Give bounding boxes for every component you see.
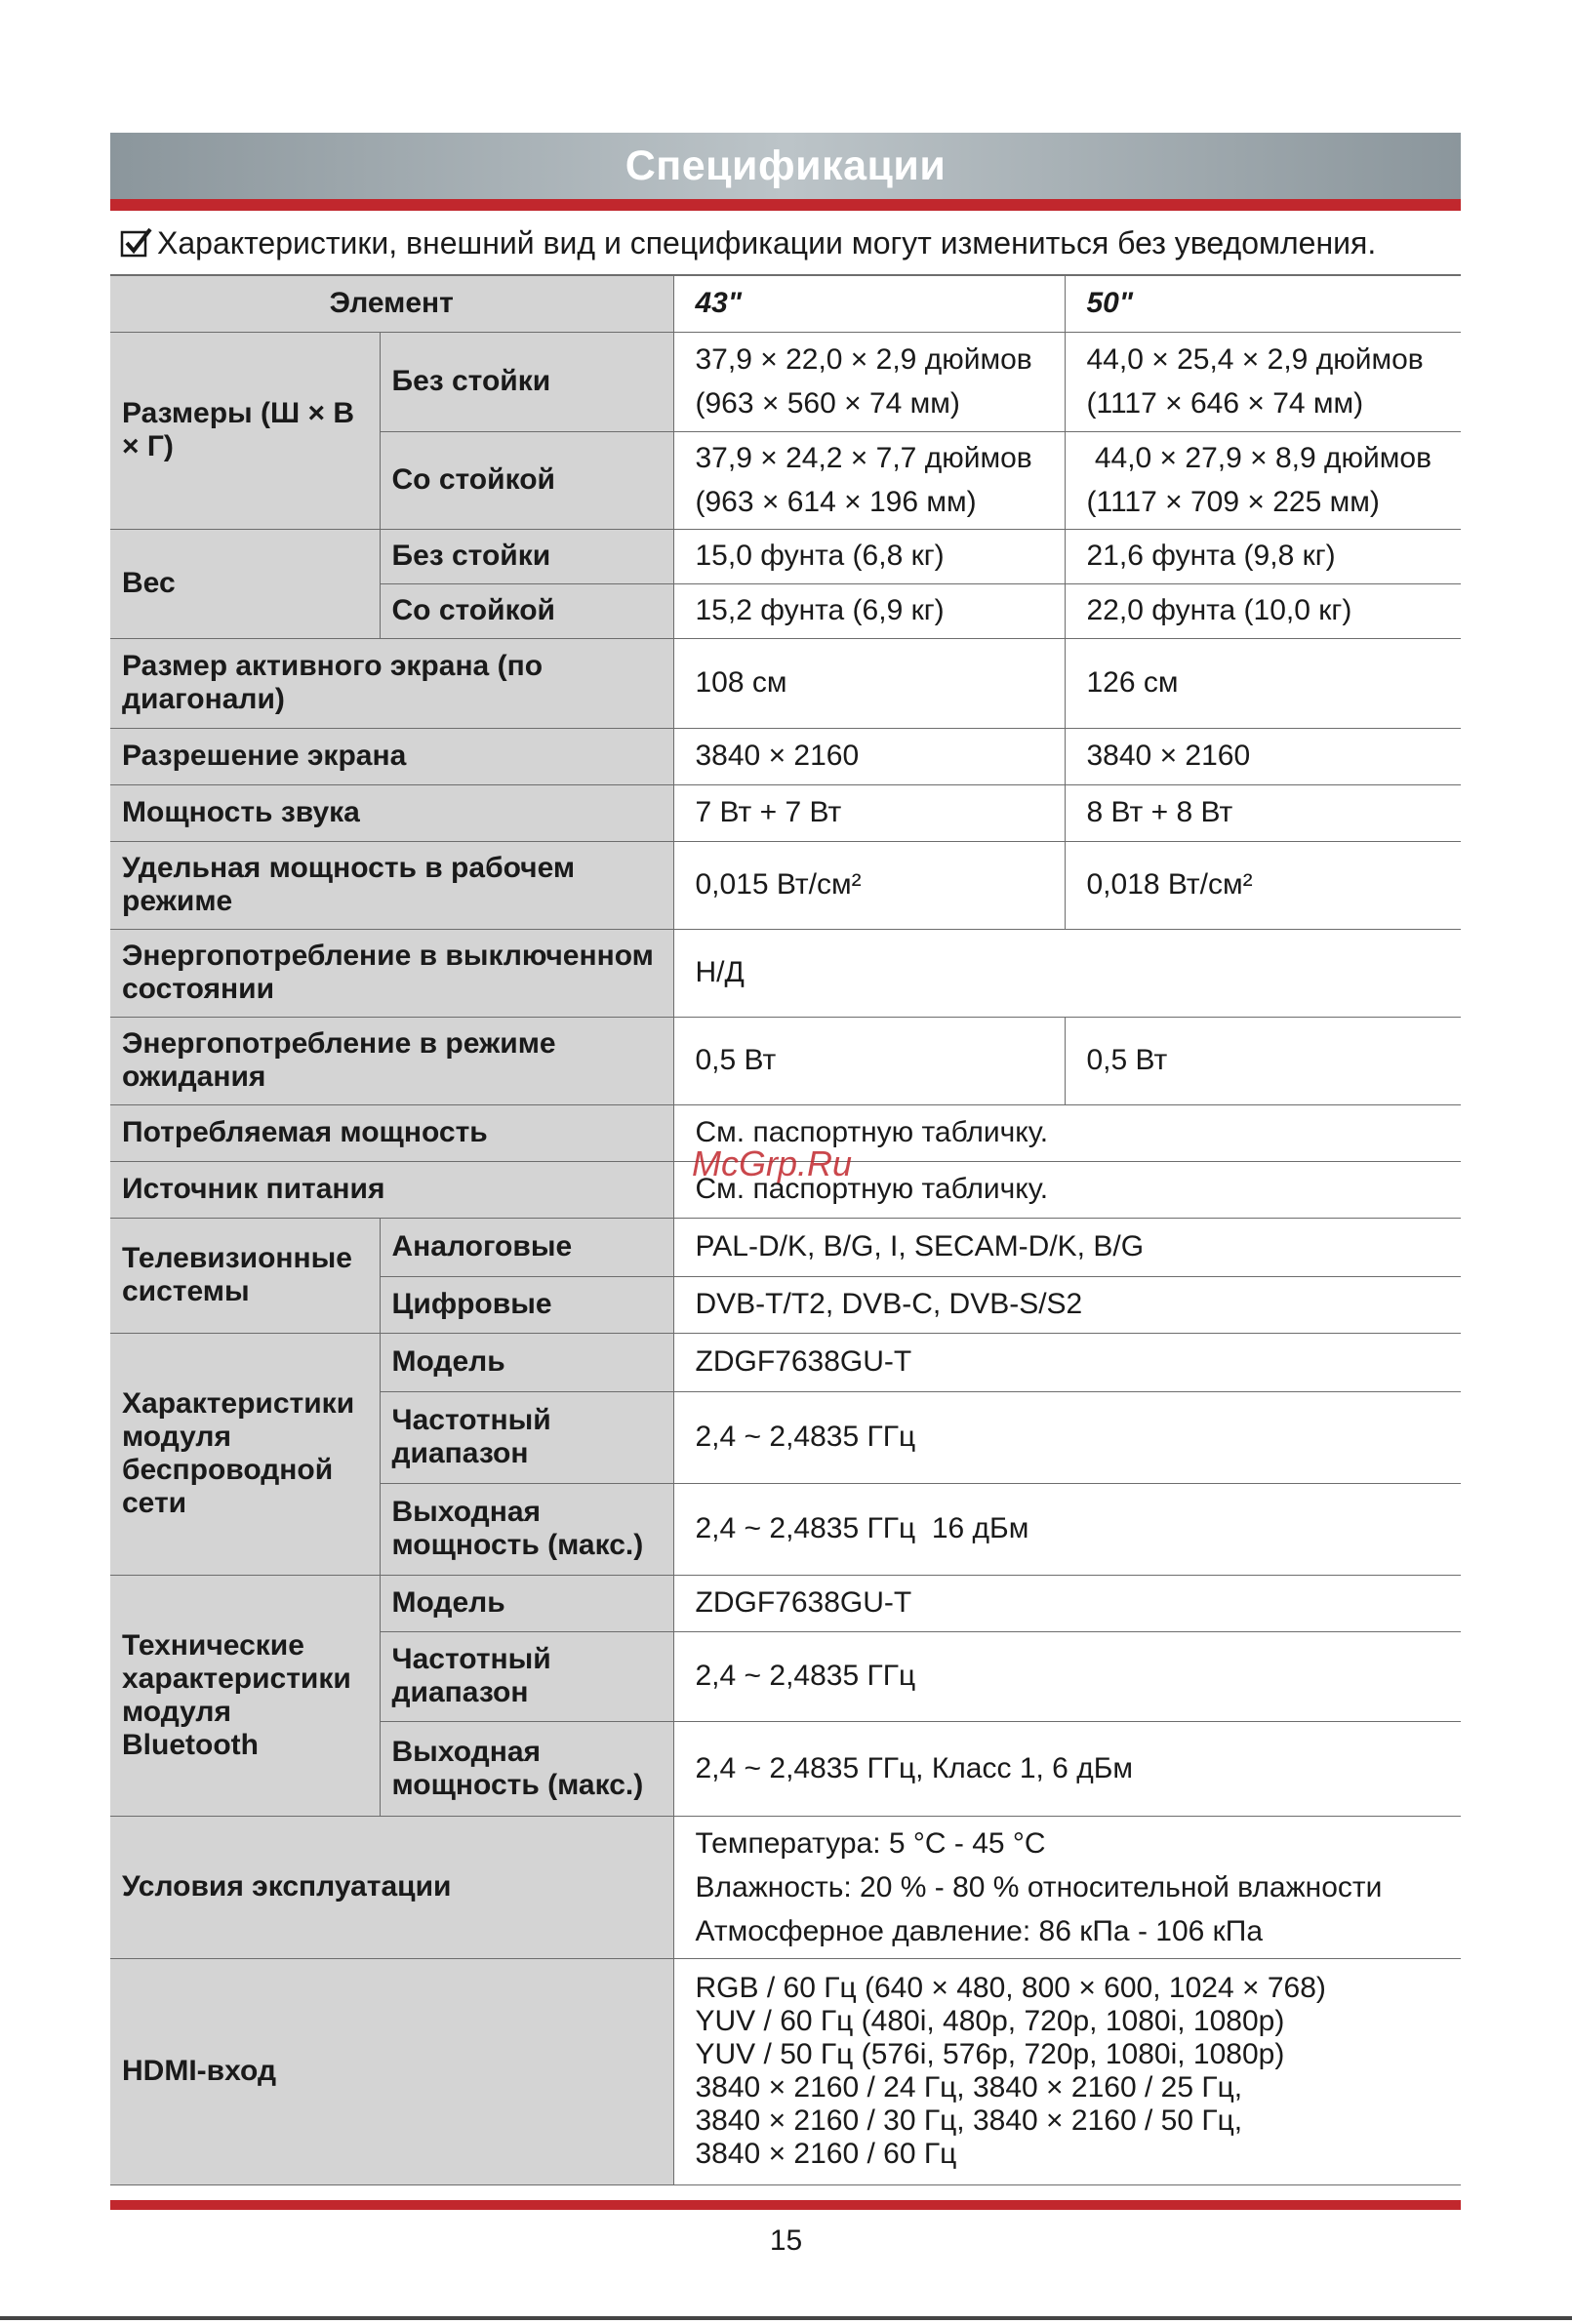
audio-power-43: 7 Вт + 7 Вт <box>673 784 1065 841</box>
bluetooth-label: Технические характеристики модуля Bluetooth <box>110 1575 380 1816</box>
table-row <box>110 728 1461 784</box>
title-underline <box>110 199 1461 211</box>
page-number: 15 <box>769 2224 803 2257</box>
dimensions-with-stand-label: Со стойкой <box>380 431 673 529</box>
wireless-model-value: ZDGF7638GU-T <box>673 1333 1461 1391</box>
checkbox-checked-icon <box>120 226 153 260</box>
table-row <box>110 1333 1461 1391</box>
wireless-model-label: Модель <box>380 1333 673 1391</box>
table-row <box>110 1958 1461 2184</box>
table-row <box>110 1218 1461 1276</box>
table-row <box>110 784 1461 841</box>
tv-analog-label: Аналоговые <box>380 1218 673 1276</box>
off-power-value: Н/Д <box>673 929 1461 1017</box>
title-banner <box>110 133 1461 199</box>
value-line: (963 × 614 × 196 мм) <box>695 486 977 518</box>
value-line: 3840 × 2160 / 60 Гц <box>695 2138 957 2170</box>
wireless-output-value: 2,4 ~ 2,4835 ГГц 16 дБм <box>673 1483 1461 1575</box>
notice-text: Характеристики, внешний вид и спецификации могут измениться без уведомления. <box>157 224 1377 260</box>
wireless-freq-label: Частотный диапазон <box>380 1391 673 1483</box>
weight-with-stand-43: 15,2 фунта (6,9 кг) <box>673 583 1065 638</box>
value-line: YUV / 50 Гц (576i, 576p, 720p, 1080i, 1080p) <box>695 2038 1285 2070</box>
off-power-label: Энергопотребление в выключенном состоянии <box>110 929 673 1017</box>
specifications-table <box>110 274 1461 2185</box>
power-source-value: См. паспортную табличку. <box>673 1161 1461 1218</box>
operating-label: Условия эксплуатации <box>110 1816 673 1958</box>
weight-with-stand-50: 22,0 фунта (10,0 кг) <box>1065 583 1461 638</box>
dimensions-no-stand-43 <box>673 332 1065 431</box>
table-row <box>110 841 1461 929</box>
notice <box>120 219 1376 267</box>
resolution-50: 3840 × 2160 <box>1065 728 1461 784</box>
value-line: (1117 × 646 × 74 мм) <box>1086 387 1364 420</box>
value-line: Температура: 5 °C - 45 °C <box>695 1826 1046 1860</box>
hdmi-label: HDMI-вход <box>110 1958 673 2184</box>
dimensions-with-stand-50 <box>1065 431 1461 529</box>
bluetooth-model-label: Модель <box>380 1575 673 1631</box>
tv-analog-value: PAL-D/K, B/G, I, SECAM-D/K, B/G <box>673 1218 1461 1276</box>
standby-power-label: Энергопотребление в режиме ожидания <box>110 1017 673 1104</box>
tv-digital-label: Цифровые <box>380 1276 673 1333</box>
weight-label: Вес <box>110 529 380 638</box>
operating-values <box>673 1816 1461 1958</box>
weight-no-stand-50: 21,6 фунта (9,8 кг) <box>1065 529 1461 583</box>
table-row <box>110 529 1461 583</box>
dimensions-no-stand-50 <box>1065 332 1461 431</box>
weight-with-stand-label: Со стойкой <box>380 583 673 638</box>
resolution-43: 3840 × 2160 <box>673 728 1065 784</box>
weight-no-stand-43: 15,0 фунта (6,8 кг) <box>673 529 1065 583</box>
value-line: Атмосферное давление: 86 кПа - 106 кПа <box>695 1914 1264 1947</box>
audio-power-label: Мощность звука <box>110 784 673 841</box>
table-row <box>110 332 1461 431</box>
screen-size-50: 126 см <box>1065 638 1461 728</box>
value-line: (963 × 560 × 74 мм) <box>695 387 960 420</box>
audio-power-50: 8 Вт + 8 Вт <box>1065 784 1461 841</box>
bluetooth-model-value: ZDGF7638GU-T <box>673 1575 1461 1631</box>
standby-power-43: 0,5 Вт <box>673 1017 1065 1104</box>
table-row <box>110 638 1461 728</box>
bluetooth-output-label: Выходная мощность (макс.) <box>380 1721 673 1816</box>
specific-power-label: Удельная мощность в рабочем режиме <box>110 841 673 929</box>
table-row <box>110 1575 1461 1631</box>
table-header-row <box>110 275 1461 332</box>
specific-power-43: 0,015 Вт/см² <box>673 841 1065 929</box>
wireless-output-label: Выходная мощность (макс.) <box>380 1483 673 1575</box>
value-line: (1117 × 709 × 225 мм) <box>1086 486 1380 518</box>
bluetooth-freq-value: 2,4 ~ 2,4835 ГГц <box>673 1631 1461 1721</box>
power-source-label: Источник питания <box>110 1161 673 1218</box>
power-consumption-value: См. паспортную табличку. <box>673 1104 1461 1161</box>
header-model-43: 43" <box>673 275 1065 332</box>
footer-rule <box>110 2200 1461 2210</box>
resolution-label: Разрешение экрана <box>110 728 673 784</box>
page-title: Спецификации <box>625 141 947 189</box>
value-line: 3840 × 2160 / 30 Гц, 3840 × 2160 / 50 Гц, <box>695 2104 1243 2137</box>
table-row <box>110 1017 1461 1104</box>
value-line: 44,0 × 25,4 × 2,9 дюймов <box>1086 343 1424 376</box>
bluetooth-output-value: 2,4 ~ 2,4835 ГГц, Класс 1, 6 дБм <box>673 1721 1461 1816</box>
power-consumption-label: Потребляемая мощность <box>110 1104 673 1161</box>
value-line: Влажность: 20 % - 80 % относительной влажности <box>695 1870 1383 1903</box>
weight-no-stand-label: Без стойки <box>380 529 673 583</box>
dimensions-no-stand-label: Без стойки <box>380 332 673 431</box>
table-row <box>110 1816 1461 1958</box>
value-line: 44,0 × 27,9 × 8,9 дюймов <box>1086 442 1432 474</box>
bluetooth-freq-label: Частотный диапазон <box>380 1631 673 1721</box>
screen-size-43: 108 см <box>673 638 1065 728</box>
watermark: McGrp.Ru <box>692 1143 853 1183</box>
value-line: RGB / 60 Гц (640 × 480, 800 × 600, 1024 × 768) <box>695 1972 1326 2004</box>
table-row <box>110 929 1461 1017</box>
hdmi-values <box>673 1958 1461 2184</box>
wireless-label: Характеристики модуля беспроводной сети <box>110 1333 380 1575</box>
screen-size-label: Размер активного экрана (по диагонали) <box>110 638 673 728</box>
standby-power-50: 0,5 Вт <box>1065 1017 1461 1104</box>
value-line: 37,9 × 24,2 × 7,7 дюймов <box>695 442 1032 474</box>
dimensions-label: Размеры (Ш × В × Г) <box>110 332 380 529</box>
dimensions-with-stand-43 <box>673 431 1065 529</box>
header-element: Элемент <box>110 275 673 332</box>
bottom-edge <box>0 2316 1572 2320</box>
header-model-50: 50" <box>1065 275 1461 332</box>
wireless-freq-value: 2,4 ~ 2,4835 ГГц <box>673 1391 1461 1483</box>
tv-systems-label: Телевизионные системы <box>110 1218 380 1333</box>
value-line: 3840 × 2160 / 24 Гц, 3840 × 2160 / 25 Гц, <box>695 2071 1243 2104</box>
tv-digital-value: DVB-T/T2, DVB-C, DVB-S/S2 <box>673 1276 1461 1333</box>
value-line: YUV / 60 Гц (480i, 480p, 720p, 1080i, 1080p) <box>695 2005 1285 2037</box>
value-line: 37,9 × 22,0 × 2,9 дюймов <box>695 343 1032 376</box>
specific-power-50: 0,018 Вт/см² <box>1065 841 1461 929</box>
